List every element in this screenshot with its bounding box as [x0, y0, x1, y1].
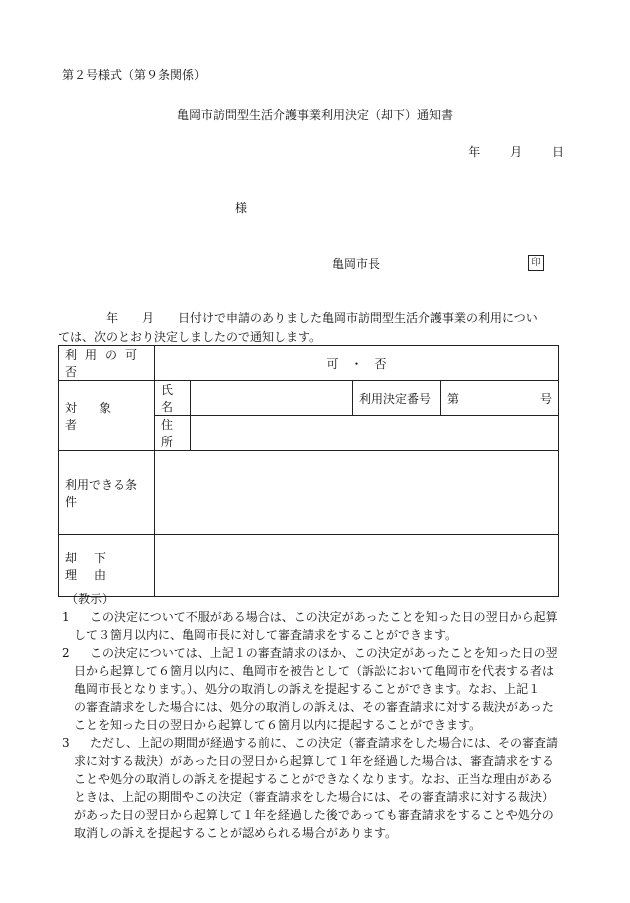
instruction-line: ときは、上記の期間やこの決定（審査請求をした場合には、その審査請求に対する裁決） — [74, 790, 555, 804]
instruction-line: この決定について不服がある場合は、この決定があったことを知った日の翌日から起算 — [90, 610, 558, 624]
intro-paragraph — [58, 309, 572, 347]
subject-label — [59, 381, 155, 451]
address-field[interactable] — [191, 416, 559, 451]
instruction-line: 取消しの訴えを提起することが認められる場合があります。 — [74, 826, 398, 840]
instruction-number: 3 — [62, 736, 70, 750]
rejection-label-text: 却下理由 — [65, 550, 124, 582]
availability-row — [59, 346, 559, 381]
document-title: 亀岡市訪問型生活介護事業利用決定（却下）通知書 — [176, 108, 453, 122]
availability-label — [59, 346, 155, 381]
decision-number-prefix: 第 — [447, 391, 460, 406]
decision-number-field[interactable] — [441, 381, 559, 416]
rejection-row — [59, 535, 559, 597]
intro-line: ては、次のとおり決定しましたので通知します。 — [58, 330, 322, 344]
availability-value[interactable]: 可 ・ 否 — [155, 346, 559, 381]
date-month: 月 — [510, 145, 523, 159]
instruction-item — [62, 644, 582, 734]
instruction-line: の審査請求をした場合には、処分の取消しの訴えは、その審査請求に対する裁決があった — [74, 700, 554, 714]
conditions-field[interactable] — [155, 451, 559, 535]
instruction-line: ことや処分の取消しの訴えを提起することができなくなります。なお、正当な理由がある — [74, 772, 554, 786]
address-label: 住所 — [155, 416, 191, 451]
subject-label-text: 対象者 — [65, 400, 134, 432]
instruction-item — [62, 608, 582, 644]
conditions-row — [59, 451, 559, 535]
rejection-field[interactable] — [155, 535, 559, 597]
name-field[interactable] — [191, 381, 353, 416]
instruction-line: があった日の翌日から起算して１年を経過した後であっても審査請求をすることや処分の — [74, 808, 554, 822]
conditions-label: 利用できる条件 — [59, 451, 155, 535]
instruction-number: 2 — [62, 646, 70, 660]
instruction-line: この決定については、上記１の審査請求のほか、この決定があったことを知った日の翌 — [90, 646, 558, 660]
availability-label-text: 利用の可否 — [65, 348, 146, 379]
instruction-line: 求に対する裁決）があった日の翌日から起算して１年を経過した場合は、審査請求をする — [74, 754, 554, 768]
decision-form-table — [58, 345, 559, 597]
decision-number-label: 利用決定番号 — [353, 381, 441, 416]
instructions-heading: （教示） — [66, 592, 115, 606]
date-year: 年 — [468, 145, 481, 159]
instruction-line: ことを知った日の翌日から起算して６箇月以内に提起することができます。 — [74, 718, 482, 732]
addressee-suffix: 様 — [235, 201, 248, 215]
date-day: 日 — [551, 145, 564, 159]
intro-line: 年 月 日付けで申請のありました亀岡市訪問型生活介護事業の利用につい — [58, 311, 538, 325]
seal-icon: 印 — [528, 255, 544, 271]
decision-number-suffix: 号 — [540, 391, 553, 406]
subject-name-row — [59, 381, 559, 416]
instruction-line: ただし、上記の期間が経過する前に、この決定（審査請求をした場合には、その審査請 — [90, 736, 559, 750]
date-line — [448, 143, 564, 160]
issuer-name: 亀岡市長 — [332, 257, 381, 271]
instruction-item — [62, 734, 582, 842]
form-number-label: 第２号様式（第９条関係） — [62, 68, 207, 82]
rejection-label — [59, 535, 155, 597]
instruction-line: して３箇月以内に、亀岡市長に対して審査請求をすることができます。 — [74, 628, 458, 642]
instruction-number: 1 — [62, 610, 70, 624]
instruction-line: 日から起算して６箇月以内に、亀岡市を被告として（訴訟において亀岡市を代表する者は — [74, 664, 555, 678]
name-label: 氏名 — [155, 381, 191, 416]
appeal-instructions — [62, 590, 582, 842]
instruction-line: 亀岡市長となります。）、処分の取消しの訴えを提起することができます。なお、上記１ — [74, 682, 541, 696]
